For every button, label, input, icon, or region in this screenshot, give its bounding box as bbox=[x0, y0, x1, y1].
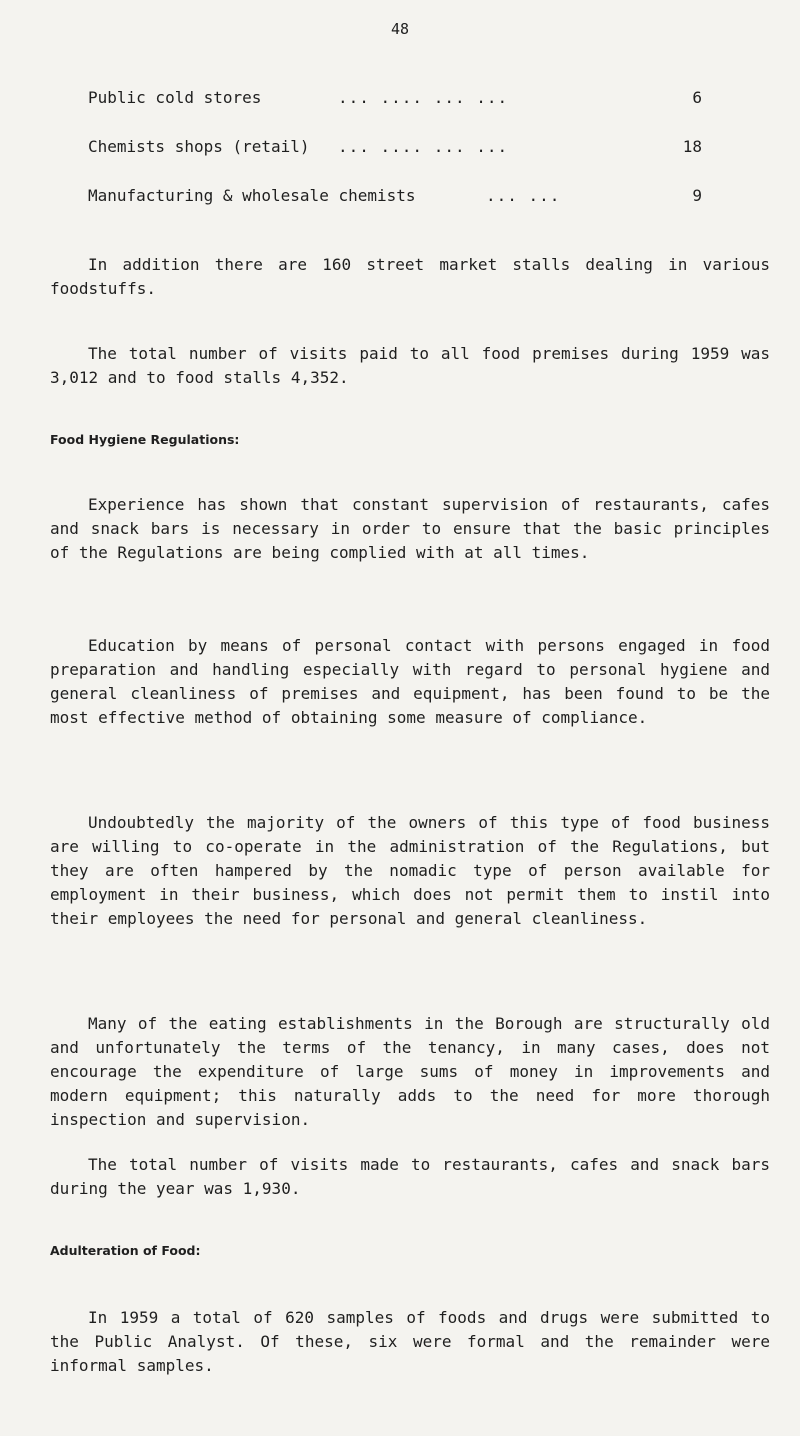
premises-label: Manufacturing & wholesale chemists bbox=[88, 186, 416, 205]
leader-dots: ... ... bbox=[486, 186, 561, 205]
premises-count: 9 bbox=[692, 186, 702, 205]
table-row bbox=[88, 88, 728, 137]
premises-label: Chemists shops (retail) bbox=[88, 137, 310, 156]
heading-adulteration: Adulteration of Food: bbox=[50, 1243, 201, 1258]
premises-count: 18 bbox=[682, 137, 702, 156]
heading-food-hygiene: Food Hygiene Regulations: bbox=[50, 432, 240, 447]
paragraph-visits-premises: The total number of visits paid to all food premises during 1959 was 3,012 and to food stalls 4,352. bbox=[50, 344, 770, 387]
premises-table bbox=[88, 88, 728, 235]
paragraph-education: Education by means of personal contact with persons engaged in food preparation and handling especially with regard to personal hygiene and general cleanliness of premises and equipment, has been found to be the most effective method of obtaining some measure of compliance. bbox=[50, 636, 770, 727]
leader-dots: ... .... ... ... bbox=[338, 88, 509, 107]
premises-count: 6 bbox=[692, 88, 702, 107]
paragraph-supervision: Experience has shown that constant supervision of restaurants, cafes and snack bars is necessary in order to ensure that the basic principles of the Regulations are being complied with at all times. bbox=[50, 495, 770, 562]
paragraph-samples: In 1959 a total of 620 samples of foods and drugs were submitted to the Public Analyst. Of these, six were formal and the remainder were informal samples. bbox=[50, 1308, 770, 1375]
leader-dots: ... .... ... ... bbox=[338, 137, 509, 156]
page-number: 48 bbox=[390, 20, 410, 38]
table-row bbox=[88, 137, 728, 186]
table-row bbox=[88, 186, 728, 235]
paragraph-street-stalls: In addition there are 160 street market stalls dealing in various foodstuffs. bbox=[50, 255, 770, 298]
paragraph-visits-restaurants: The total number of visits made to restaurants, cafes and snack bars during the year was 1,930. bbox=[50, 1155, 770, 1198]
paragraph-establishments: Many of the eating establishments in the Borough are structurally old and unfortunately the terms of the tenancy, in many cases, does not encourage the expenditure of large sums of money in improvements and modern equipment; this naturally adds to the need for more thorough inspection and supervision. bbox=[50, 1014, 770, 1129]
paragraph-owners: Undoubtedly the majority of the owners of this type of food business are willing to co-operate in the administration of the Regulations, but they are often hampered by the nomadic type of person available for employment in their business, which does not permit them to instil into their employees the need for personal and general cleanliness. bbox=[50, 813, 770, 928]
premises-label: Public cold stores bbox=[88, 88, 262, 107]
